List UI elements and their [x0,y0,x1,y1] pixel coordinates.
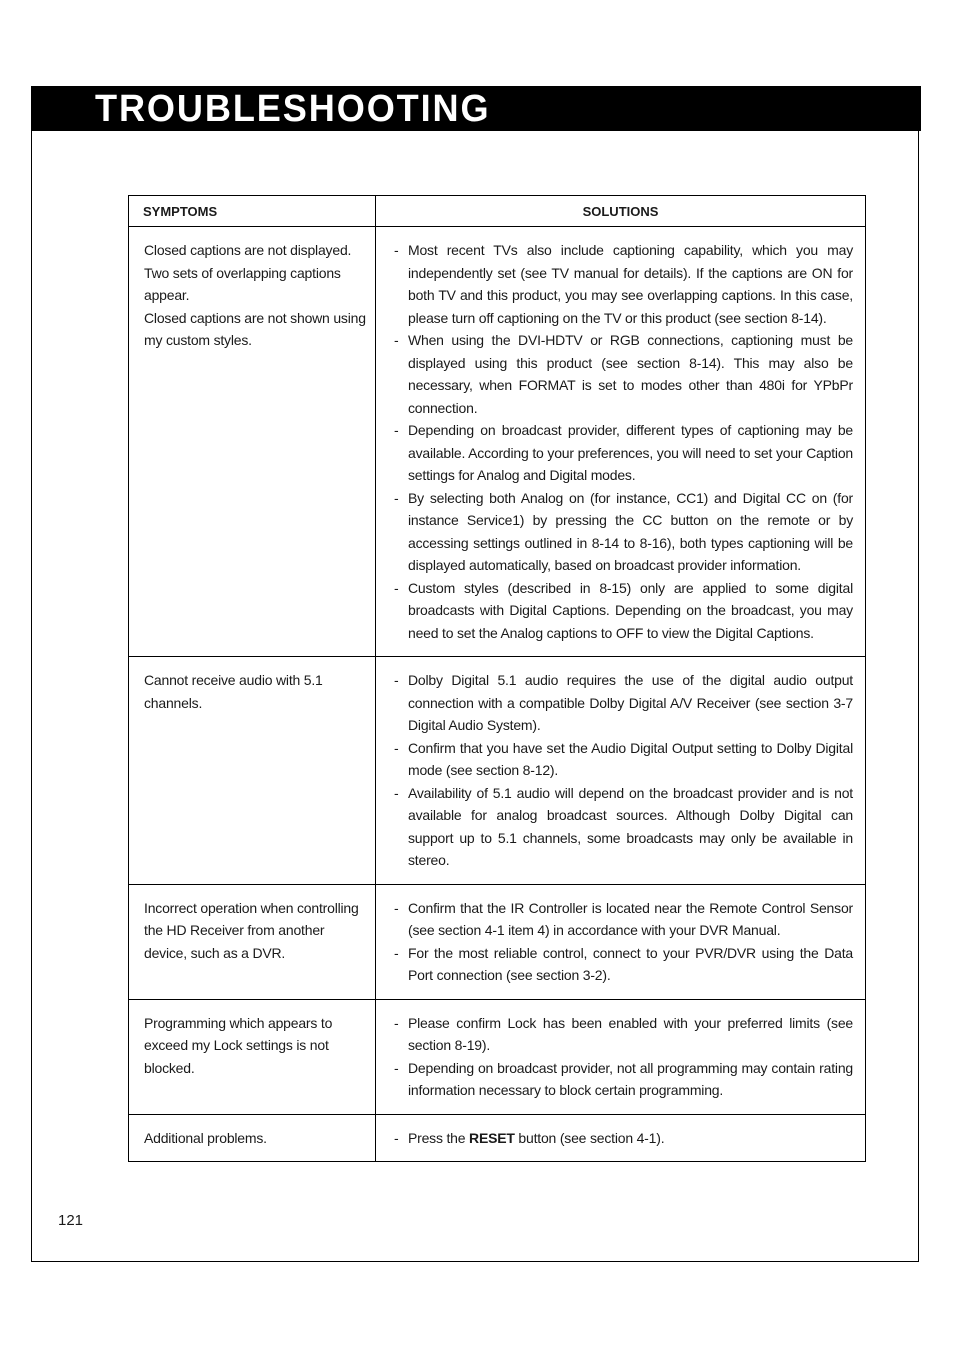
solution-item: - Most recent TVs also include captioning capability, which you may independently set (see TV manual for details). If the captions are ON for both TV and this product, you may see overlapping captions. In this case, please turn off captioning on the TV or this product (see section 8-14). [394,239,853,329]
solution-item: - For the most reliable control, connect to your PVR/DVR using the Data Port connection (see section 3-2). [394,942,853,987]
table-row [129,999,866,1114]
symptom-text: Additional problems. [144,1129,267,1146]
solutions-cell [376,1114,866,1162]
symptom-text: Two sets of overlapping captions appear. [144,264,341,303]
solutions-cell [376,227,866,657]
solutions-cell [376,657,866,885]
solution-item: - Confirm that you have set the Audio Digital Output setting to Dolby Digital mode (see section 8-12). [394,737,853,782]
table-row [129,884,866,999]
solution-item: - Depending on broadcast provider, different types of captioning may be available. According to your preferences, you will need to set your Caption settings for Analog and Digital modes. [394,419,853,487]
table-row [129,657,866,885]
solution-item: - Custom styles (described in 8-15) only are applied to some digital broadcasts with Digital Captions. Depending on the broadcast, you may need to set the Analog captions to OFF to view the Digital Captions. [394,577,853,645]
solution-item: - When using the DVI-HDTV or RGB connections, captioning must be displayed using this product (see section 8-14). This may also be necessary, when FORMAT is set to modes other than 480i for YPbPr connection. [394,329,853,419]
reset-button-label: RESET [469,1129,515,1146]
solution-item: - Availability of 5.1 audio will depend on the broadcast provider and is not available for analog broadcast sources. Although Dolby Digital can support up to 5.1 channels, some broadcasts may only be available in stereo. [394,782,853,872]
symptom-text: Closed captions are not shown using my custom styles. [144,309,366,348]
symptoms-cell [129,1114,376,1162]
page-title: TROUBLESHOOTING [95,88,491,130]
symptom-text: Programming which appears to exceed my Lock settings is not blocked. [144,1014,333,1076]
symptoms-cell [129,999,376,1114]
symptoms-cell [129,657,376,885]
solution-item: - Dolby Digital 5.1 audio requires the use of the digital audio output connection with a compatible Dolby Digital A/V Receiver (see section 3-7 Digital Audio System). [394,669,853,737]
solution-item: - Depending on broadcast provider, not all programming may contain rating information necessary to block certain programming. [394,1057,853,1102]
symptom-text: Cannot receive audio with 5.1 channels. [144,672,323,711]
solution-text: button (see section 4-1). [514,1129,665,1146]
solution-text: Press the [408,1129,470,1146]
solutions-header: SOLUTIONS [376,196,866,227]
symptom-text: Incorrect operation when controlling the HD Receiver from another device, such as a DVR. [144,899,359,961]
page-number: 121 [58,1212,84,1229]
symptom-text: Closed captions are not displayed. [144,242,352,258]
symptoms-header: SYMPTOMS [129,196,376,227]
troubleshooting-table [128,195,866,1162]
solutions-cell [376,884,866,999]
solution-item: - Confirm that the IR Controller is located near the Remote Control Sensor (see section 4-1 item 4) in accordance with your DVR Manual. [394,897,853,942]
symptoms-cell [129,884,376,999]
solution-item: - Please confirm Lock has been enabled with your preferred limits (see section 8-19). [394,1012,853,1057]
table-row [129,227,866,657]
table-row [129,1114,866,1162]
symptoms-cell [129,227,376,657]
solutions-cell [376,999,866,1114]
solution-item [394,1127,853,1150]
solution-item: - By selecting both Analog on (for instance, CC1) and Digital CC on (for instance Service1) by pressing the CC button on the remote or by accessing settings outlined in 8-14 to 8-16), both types captioning will be displayed automatically, based on broadcast provider information. [394,487,853,577]
table-header-row [129,196,866,227]
